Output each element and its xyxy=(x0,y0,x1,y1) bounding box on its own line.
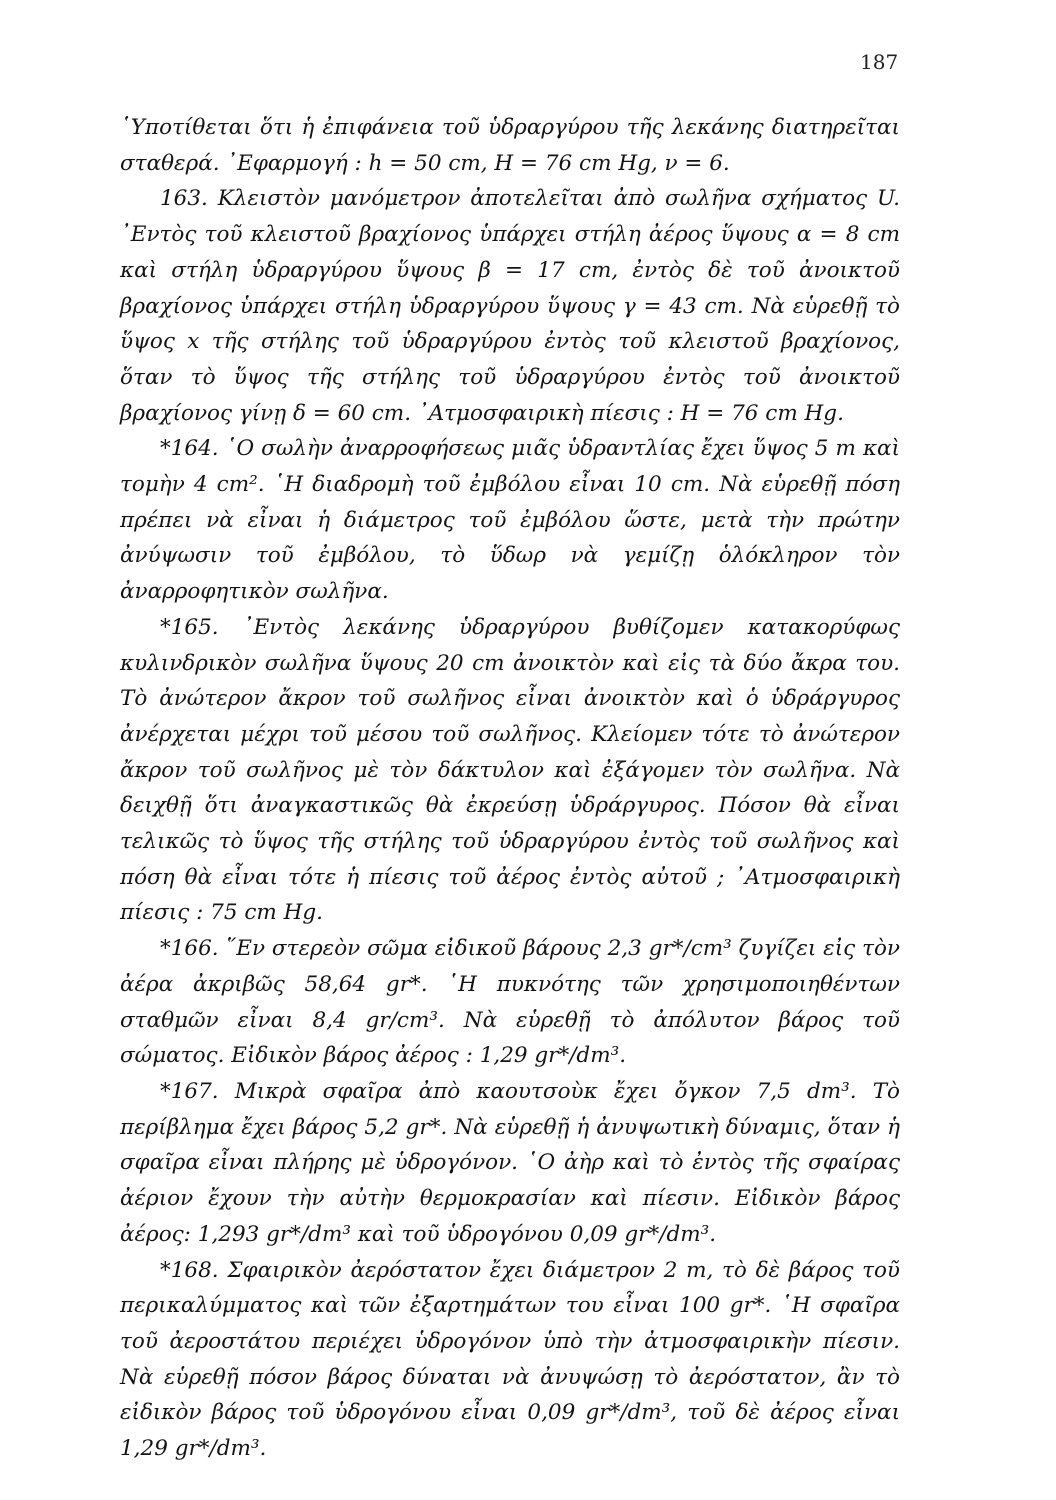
problem-164: *164. ῾Ο σωλὴν ἀναρροφήσεως μιᾶς ὑδραντλίας ἔχει ὕψος 5 m καὶ τομὴν 4 cm². ῾Η διαδρομὴ τοῦ ἐμβόλου εἶναι 10 cm. Νὰ εὑρεθῇ πόση πρέπει νὰ εἶναι ἡ διάμετρος τοῦ ἐμβόλου ὥστε, μετὰ τὴν πρώτην ἀνύψωσιν τοῦ ἐμβόλου, τὸ ὕδωρ νὰ γεμίζῃ ὁλόκληρον τὸν ἀναρροφητικὸν σωλῆνα. xyxy=(120,436,900,605)
problem-166: *166. ῞Εν στερεὸν σῶμα εἰδικοῦ βάρους 2,3 gr*/cm³ ζυγίζει εἰς τὸν ἀέρα ἀκριβῶς 58,64 gr*. ῾Η πυκνότης τῶν χρησιμοποιηθέντων σταθμῶν εἶναι 8,4 gr/cm³. Νὰ εὑρεθῇ τὸ ἀπόλυτον βάρος τοῦ σώματος. Εἰδικὸν βάρος ἀέρος : 1,29 gr*/dm³. xyxy=(120,936,900,1069)
page-number: 187 xyxy=(860,50,899,74)
problem-168: *168. Σφαιρικὸν ἀερόστατον ἔχει διάμετρον 2 m, τὸ δὲ βάρος τοῦ περικαλύμματος καὶ τῶν ἐξαρτημάτων του εἶναι 100 gr*. ῾Η σφαῖρα τοῦ ἀεροστάτου περιέχει ὑδρογόνον ὑπὸ τὴν ἀτμοσφαιρικὴν πίεσιν. Νὰ εὑρεθῇ πόσον βάρος δύναται νὰ ἀνυψώσῃ τὸ ἀερόστατον, ἂν τὸ εἰδικὸν βάρος τοῦ ὑδρογόνου εἶναι 0,09 gr*/dm³, τοῦ δὲ ἀέρος εἶναι 1,29 gr*/dm³. xyxy=(120,1257,900,1462)
body-text xyxy=(120,110,900,1467)
problem-163: 163. Κλειστὸν μανόμετρον ἀποτελεῖται ἀπὸ σωλῆνα σχήματος U. ᾿Εντὸς τοῦ κλειστοῦ βραχίονος ὑπάρχει στήλη ἀέρος ὕψους α = 8 cm καὶ στήλη ὑδραργύρου ὕψους β = 17 cm, ἐντὸς δὲ τοῦ ἀνοικτοῦ βραχίονος ὑπάρχει στήλη ὑδραργύρου ὕψους γ = 43 cm. Νὰ εὑρεθῇ τὸ ὕψος x τῆς στήλης τοῦ ὑδραργύρου ἐντὸς τοῦ κλειστοῦ βραχίονος, ὅταν τὸ ὕψος τῆς στήλης τοῦ ὑδραργύρου ἐντὸς τοῦ ἀνοικτοῦ βραχίονος γίνῃ δ = 60 cm. ᾿Ατμοσφαιρικὴ πίεσις : H = 76 cm Hg. xyxy=(120,186,900,426)
paragraph-continuation: ῾Υποτίθεται ὅτι ἡ ἐπιφάνεια τοῦ ὑδραργύρου τῆς λεκάνης διατηρεῖται σταθερά. ᾿Εφαρμογή : h = 50 cm, H = 76 cm Hg, ν = 6. xyxy=(120,115,900,176)
problem-167: *167. Μικρὰ σφαῖρα ἀπὸ καουτσοὺκ ἔχει ὄγκον 7,5 dm³. Τὸ περίβλημα ἔχει βάρος 5,2 gr*. Νὰ εὑρεθῇ ἡ ἀνυψωτικὴ δύναμις, ὅταν ἡ σφαῖρα εἶναι πλήρης μὲ ὑδρογόνον. ῾Ο ἀὴρ καὶ τὸ ἐντὸς τῆς σφαίρας ἀέριον ἔχουν τὴν αὐτὴν θερμοκρασίαν καὶ πίεσιν. Εἰδικὸν βάρος ἀέρος: 1,293 gr*/dm³ καὶ τοῦ ὑδρογόνου 0,09 gr*/dm³. xyxy=(120,1078,900,1247)
problem-165: *165. ᾿Εντὸς λεκάνης ὑδραργύρου βυθίζομεν κατακορύφως κυλινδρικὸν σωλῆνα ὕψους 20 cm ἀνοικτὸν καὶ εἰς τὰ δύο ἄκρα του. Τὸ ἀνώτερον ἄκρον τοῦ σωλῆνος εἶναι ἀνοικτὸν καὶ ὁ ὑδράργυρος ἀνέρχεται μέχρι τοῦ μέσου τοῦ σωλῆνος. Κλείομεν τότε τὸ ἀνώτερον ἄκρον τοῦ σωλῆνος μὲ τὸν δάκτυλον καὶ ἐξάγομεν τὸν σωλῆνα. Νὰ δειχθῇ ὅτι ἀναγκαστικῶς θὰ ἐκρεύσῃ ὑδράργυρος. Πόσον θὰ εἶναι τελικῶς τὸ ὕψος τῆς στήλης τοῦ ὑδραργύρου ἐντὸς τοῦ σωλῆνος καὶ πόση θὰ εἶναι τότε ἡ πίεσις τοῦ ἀέρος ἐντὸς αὐτοῦ ; ᾿Ατμοσφαιρικὴ πίεσις : 75 cm Hg. xyxy=(120,614,900,926)
